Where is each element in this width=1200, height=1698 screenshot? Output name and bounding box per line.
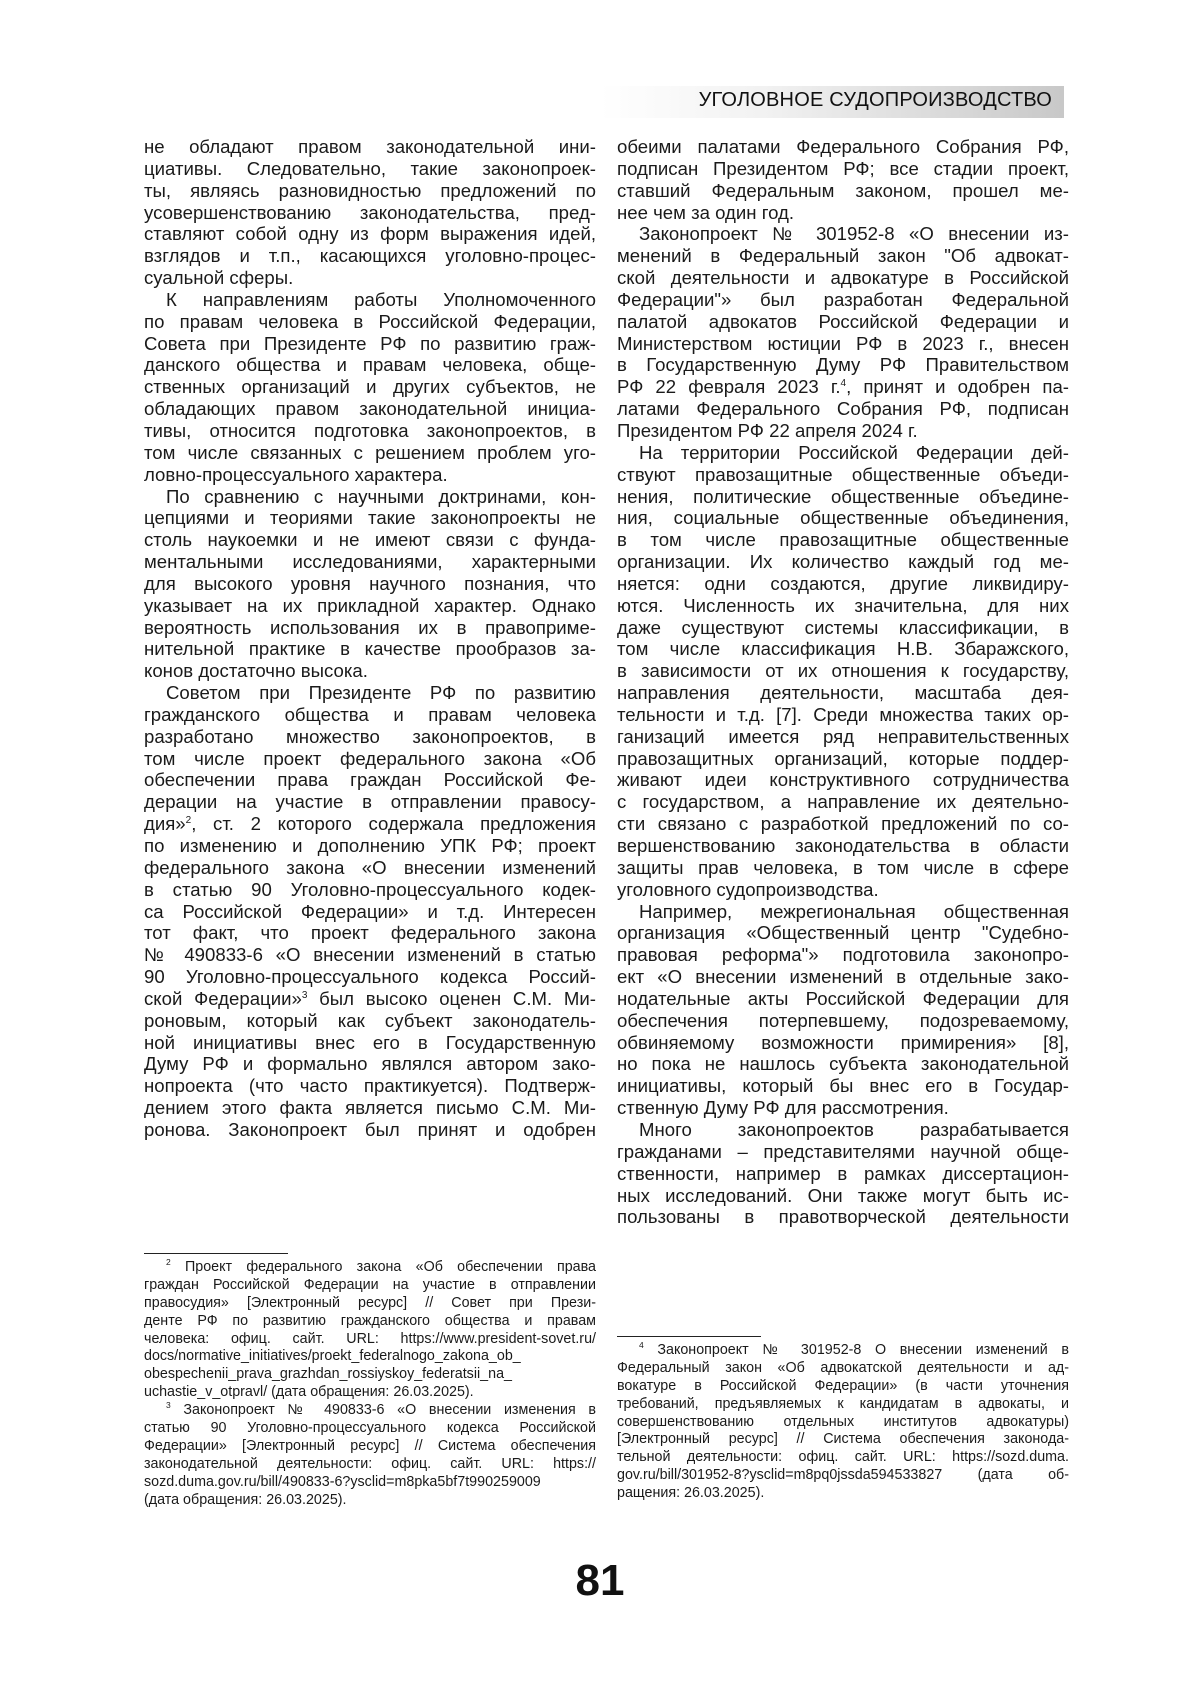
text-line [617, 1010, 1069, 1032]
text-segment: [Электронный ресурс] // Система обеспечения законода- [617, 1431, 1069, 1448]
text-line [617, 180, 1069, 202]
text-segment: обеими палатами Федерального Собрания РФ, [617, 136, 1069, 157]
text-segment: гражданского общества и правам человека [144, 703, 596, 725]
text-segment: в том числе правозащитные общественные [617, 529, 1069, 551]
text-line [144, 180, 596, 202]
text-line [144, 1032, 596, 1054]
text-line [617, 901, 1069, 923]
text-segment: организация «Общественный центр "Судебно- [617, 922, 1069, 944]
text-segment: дением этого факта является письмо С.М. Ми- [144, 1097, 596, 1119]
text-segment: сти связано с разработкой предложений по со- [617, 813, 1069, 835]
text-segment: Федерации"» был разработан Федеральной [617, 288, 1069, 310]
text-line [144, 573, 596, 595]
text-line [617, 442, 1069, 464]
footnote-marker: 3 [301, 989, 308, 1001]
footnotes-left [144, 1259, 596, 1509]
text-segment: ронова. Законопроект был принят и одобрен [144, 1118, 596, 1140]
text-segment: ской деятельности и адвокатуре в Российской [617, 267, 1069, 289]
text-segment: по изменению и дополнению УПК РФ; проект [144, 835, 596, 856]
text-segment: Законопроект № 490833-6 «О внесении изменения в [170, 1402, 596, 1419]
text-segment: законодательной деятельности: офиц. сайт. URL: https:// [144, 1455, 596, 1472]
text-segment: obespechenii_prava_grazhdan_rossiyskoy_federatsii_na_ [144, 1366, 512, 1383]
text-segment: уголовного судопроизводства. [617, 878, 879, 900]
text-segment: ставляют собой одну из форм выражения идей, [144, 223, 596, 245]
text-line [144, 879, 596, 901]
text-segment: ект «О внесении изменений в отдельные зако- [617, 966, 1069, 988]
footnote-marker: 4 [639, 1340, 644, 1351]
text-line [144, 158, 596, 180]
text-segment: Президентом РФ 22 апреля 2024 г. [617, 419, 918, 441]
text-line [617, 529, 1069, 551]
text-segment: организации. Их количество каждый год ме- [617, 551, 1069, 573]
text-segment: дия» [144, 813, 186, 835]
text-segment: docs/normative_initiatives/proekt_federalnogo_zakona_ob_ [144, 1348, 521, 1365]
text-line [617, 857, 1069, 879]
text-segment: (дата обращения: 26.03.2025). [144, 1491, 347, 1508]
text-line [617, 136, 1069, 158]
text-segment: ставший Федеральным законом, прошел ме- [617, 179, 1069, 201]
text-line [144, 1119, 596, 1141]
text-line [617, 202, 1069, 224]
page-number: 81 [575, 1556, 625, 1605]
text-segment: защиты прав человека, в том числе в сфере [617, 856, 1069, 878]
text-segment: uchastie_v_otpravl/ (дата обращения: 26.03.2025). [144, 1384, 474, 1401]
text-line [617, 638, 1069, 660]
text-line [144, 660, 596, 682]
text-segment: ской Федерации» [144, 987, 302, 1009]
left-column [144, 136, 596, 1141]
text-segment: данского общества и правам человека, обще- [144, 354, 596, 376]
text-segment: По сравнению с научными доктринами, кон- [166, 485, 596, 507]
text-segment: обеспечении права граждан Российской Фе- [144, 769, 596, 791]
text-line [144, 988, 596, 1010]
text-line [144, 1259, 596, 1277]
text-line [617, 1163, 1069, 1185]
text-segment: № 490833-6 «О внесении изменений в статью [144, 944, 596, 966]
text-line [617, 1342, 1069, 1360]
text-line [144, 617, 596, 639]
text-line [144, 1438, 596, 1456]
text-segment: вершенствованию законодательства в области [617, 835, 1069, 856]
text-segment: Министерством юстиции РФ в 2023 г., внесен [617, 332, 1069, 354]
text-segment: дерации на участие в отправлении правосу- [144, 791, 596, 813]
text-line [617, 617, 1069, 639]
text-segment: в зависимости от их отношения к государству, [617, 660, 1069, 682]
text-line [144, 1474, 596, 1492]
text-segment: нодательные акты Российской Федерации для [617, 987, 1069, 1009]
text-segment: Законопроект № 301952-8 «О внесении из- [639, 223, 1069, 245]
text-line [617, 333, 1069, 355]
text-line [144, 1420, 596, 1438]
text-segment: ственных организаций и других субъектов, не [144, 376, 596, 398]
text-segment: тельности и т.д. [7]. Среди множества таких ор- [617, 703, 1069, 725]
text-segment: латами Федерального Собрания РФ, подписан [617, 398, 1069, 420]
text-segment: подписан Президентом РФ; все стадии проект, [617, 157, 1069, 179]
text-line [144, 311, 596, 333]
text-line [617, 311, 1069, 333]
text-line [617, 813, 1069, 835]
text-segment: с государством, а направление их деятельно- [617, 791, 1069, 813]
text-segment: граждан Российской Федерации на участие в отправлении [144, 1276, 596, 1293]
text-line [144, 966, 596, 988]
text-segment: цепциями и теориями такие законопроекты не [144, 507, 596, 529]
text-segment: палатой адвокатов Российской Федерации и [617, 310, 1069, 332]
text-segment: разработано множество законопроектов, в [144, 725, 596, 747]
text-line [617, 1075, 1069, 1097]
text-segment: денте РФ по развитию гражданского общества и правам [144, 1312, 596, 1329]
text-line [144, 748, 596, 770]
text-line [617, 1449, 1069, 1467]
text-line [617, 769, 1069, 791]
text-line [617, 507, 1069, 529]
text-segment: , ст. 2 которого содержала предложения [191, 813, 596, 835]
text-segment: том числе проект федерального закона «Об [144, 747, 596, 769]
text-segment: пользованы в правотворческой деятельности [617, 1206, 1069, 1228]
text-line [617, 223, 1069, 245]
text-line [144, 726, 596, 748]
text-segment: был высоко оценен С.М. Ми- [307, 987, 596, 1009]
text-segment: тивы, относится подготовка законопроектов, в [144, 419, 596, 441]
text-line [144, 922, 596, 944]
text-segment: статью 90 Уголовно-процессуального кодекса Российской [144, 1420, 596, 1437]
text-segment: Советом при Президенте РФ по развитию [166, 682, 596, 704]
text-line [144, 420, 596, 442]
text-segment: роновым, который как субъект законодатель- [144, 1009, 596, 1031]
text-line [617, 289, 1069, 311]
text-segment: sozd.duma.gov.ru/bill/490833-6?ysclid=m8pka5bf7t990259009 [144, 1473, 541, 1490]
text-line [617, 748, 1069, 770]
text-segment: в статью 90 Уголовно-процессуального кодек- [144, 878, 596, 900]
text-line [617, 1396, 1069, 1414]
text-segment: не обладают правом законодательной ини- [144, 136, 596, 157]
text-line [617, 595, 1069, 617]
footnote-marker: 2 [166, 1257, 171, 1268]
text-segment: человека: офиц. сайт. URL: https://www.president-sovet.ru/ [144, 1330, 596, 1347]
text-line [617, 660, 1069, 682]
text-line [617, 704, 1069, 726]
text-line [617, 1119, 1069, 1141]
text-line [144, 202, 596, 224]
text-line [144, 223, 596, 245]
text-line [144, 464, 596, 486]
text-segment: обвиняемому возможности примирения» [8], [617, 1031, 1069, 1053]
text-segment: живают идеи конструктивного сотрудничества [617, 769, 1069, 791]
text-line [144, 486, 596, 508]
text-segment: даже существуют системы классификации, в [617, 616, 1069, 638]
text-line [144, 595, 596, 617]
text-line [617, 486, 1069, 508]
text-segment: Проект федерального закона «Об обеспечении права [170, 1259, 596, 1275]
footnote-marker: 2 [185, 814, 192, 826]
text-line [617, 1378, 1069, 1396]
text-segment: менений в Федеральный закон "Об адвокат- [617, 245, 1069, 267]
text-line [144, 944, 596, 966]
text-segment: в Государственную Думу РФ Правительством [617, 354, 1069, 376]
text-line [617, 267, 1069, 289]
footnote-divider-left [144, 1253, 288, 1254]
text-segment: ментальными исследованиями, характерными [144, 551, 596, 573]
text-line [144, 1010, 596, 1032]
text-segment: РФ 22 февраля 2023 г. [617, 376, 841, 398]
text-line [617, 988, 1069, 1010]
text-segment: федерального закона «О внесении изменений [144, 856, 596, 878]
text-line [617, 966, 1069, 988]
section-header [600, 86, 1064, 118]
text-line [144, 1402, 596, 1420]
text-line [617, 1053, 1069, 1075]
text-line [144, 901, 596, 923]
text-segment: вероятность использования их в правоприме- [144, 616, 596, 638]
text-segment: взглядов и т.п., касающихся уголовно-процес- [144, 245, 596, 267]
text-line [144, 813, 596, 835]
text-segment: Думу РФ и формально являлся автором зако- [144, 1053, 596, 1075]
text-line [617, 1141, 1069, 1163]
text-line [617, 1467, 1069, 1485]
text-line [144, 442, 596, 464]
text-line [144, 398, 596, 420]
text-segment: усовершенствованию законодательства, пред- [144, 201, 596, 223]
text-line [144, 551, 596, 573]
text-line [144, 136, 596, 158]
text-segment: няется: одни создаются, другие ликвидиру- [617, 572, 1069, 594]
footnotes-right [617, 1342, 1069, 1503]
text-line [617, 464, 1069, 486]
text-segment: Федеральный закон «Об адвокатской деятельности и ад- [617, 1359, 1069, 1376]
text-segment: ются. Численность их значительна, для них [617, 594, 1069, 616]
text-segment: для высокого уровня научного познания, что [144, 572, 596, 594]
text-line [144, 1075, 596, 1097]
text-segment: ственности, например в рамках диссертацион- [617, 1162, 1069, 1184]
text-segment: ния, социальные общественные объединения, [617, 507, 1069, 529]
text-line [144, 1295, 596, 1313]
text-line [617, 1185, 1069, 1207]
text-segment: На территории Российской Федерации дей- [639, 441, 1069, 463]
text-segment: правозащитных организаций, которые поддер- [617, 747, 1069, 769]
text-line [144, 769, 596, 791]
text-segment: том числе связанных с решением проблем уго- [144, 441, 596, 463]
text-line [617, 1032, 1069, 1054]
text-line [617, 1206, 1069, 1228]
text-line [617, 922, 1069, 944]
text-line [617, 551, 1069, 573]
text-line [144, 507, 596, 529]
text-segment: суальной сферы. [144, 267, 294, 289]
text-line [617, 573, 1069, 595]
text-segment: ственную Думу РФ для рассмотрения. [617, 1097, 949, 1119]
text-line [617, 944, 1069, 966]
text-segment: обеспечения потерпевшему, подозреваемому, [617, 1009, 1069, 1031]
text-segment: тот факт, что проект федерального закона [144, 922, 596, 944]
text-segment: тельной деятельности: офиц. сайт. URL: https://sozd.duma. [617, 1449, 1069, 1466]
text-line [617, 1485, 1069, 1503]
text-line [617, 879, 1069, 901]
text-line [617, 376, 1069, 398]
text-line [144, 791, 596, 813]
text-segment: ствуют правозащитные общественные объеди- [617, 463, 1069, 485]
text-segment: ращения: 26.03.2025). [617, 1485, 765, 1502]
text-line [144, 289, 596, 311]
text-segment: указывает на их прикладной характер. Однако [144, 594, 596, 616]
text-segment: Законопроект № 301952-8 О внесении изменений в [643, 1342, 1069, 1358]
text-line [617, 791, 1069, 813]
text-line [144, 1456, 596, 1474]
text-line [617, 398, 1069, 420]
text-segment: циативы. Следовательно, такие законопроек- [144, 157, 596, 179]
text-line [144, 1331, 596, 1349]
text-line [144, 638, 596, 660]
text-segment: вокатуре в Российской Федерации» (в части уточнения [617, 1377, 1069, 1394]
text-segment: столь наукоемки и не имеют связи с фунда- [144, 529, 596, 551]
text-line [144, 1097, 596, 1119]
text-segment: обладающих правом законодательной инициа- [144, 398, 596, 420]
text-line [617, 245, 1069, 267]
text-segment: ловно-процессуального характера. [144, 463, 448, 485]
text-segment: том числе классификация Н.В. Збаражского, [617, 638, 1069, 660]
text-line [144, 835, 596, 857]
text-line [617, 158, 1069, 180]
text-line [144, 1313, 596, 1331]
text-segment: Федерации» [Электронный ресурс] // Система обеспечения [144, 1437, 596, 1454]
text-segment: ной инициативы внес его в Государственную [144, 1031, 596, 1053]
text-segment: Совета при Президенте РФ по развитию граж- [144, 332, 596, 354]
text-line [617, 682, 1069, 704]
text-segment: Например, межрегиональная общественная [639, 900, 1069, 922]
text-line [144, 354, 596, 376]
text-segment: ты, являясь разновидностью предложений по [144, 179, 596, 201]
text-line [617, 354, 1069, 376]
text-segment: инициативы, который бы внес его в Государ- [617, 1075, 1069, 1097]
right-column [617, 136, 1069, 1228]
text-line [144, 245, 596, 267]
text-segment: но пока не нашлось субъекта законодательной [617, 1053, 1069, 1075]
text-line [144, 1366, 596, 1384]
text-line [617, 1414, 1069, 1432]
text-segment: нопроекта (что часто практикуется). Подтверж- [144, 1075, 596, 1097]
text-segment: правосудия» [Электронный ресурс] // Совет при Прези- [144, 1294, 596, 1311]
text-line [617, 1097, 1069, 1119]
text-segment: направления деятельности, масштаба дея- [617, 682, 1069, 704]
text-segment: по правам человека в Российской Федерации, [144, 310, 596, 332]
text-segment: нительной практике в качестве прообразов за- [144, 638, 596, 660]
text-line [617, 420, 1069, 442]
text-segment: Много законопроектов разрабатывается [639, 1118, 1069, 1140]
text-line [144, 333, 596, 355]
text-line [144, 857, 596, 879]
text-line [144, 682, 596, 704]
text-segment: 90 Уголовно-процессуального кодекса Россий- [144, 966, 596, 988]
text-segment: нее чем за один год. [617, 201, 795, 223]
text-line [144, 704, 596, 726]
text-line [144, 1348, 596, 1366]
text-line [144, 267, 596, 289]
footnote-divider-right [617, 1336, 761, 1337]
text-segment: gov.ru/bill/301952-8?ysclid=m8pq0jssda594533827 (дата об- [617, 1467, 1069, 1484]
section-title: УГОЛОВНОЕ СУДОПРОИЗВОДСТВО [698, 89, 1052, 111]
text-line [144, 529, 596, 551]
text-line [144, 1492, 596, 1510]
text-line [144, 1277, 596, 1295]
text-segment: совершенствованию отдельных институтов адвокатуры) [617, 1413, 1069, 1430]
text-line [617, 1360, 1069, 1378]
text-segment: требований, предъявляемых к кандидатам в адвокаты, и [617, 1395, 1069, 1412]
text-line [144, 376, 596, 398]
text-segment: са Российской Федерации» и т.д. Интересен [144, 900, 596, 922]
text-segment: К направлениям работы Уполномоченного [166, 288, 596, 310]
text-line [617, 835, 1069, 857]
text-segment: конов достаточно высока. [144, 660, 368, 682]
text-line [617, 1431, 1069, 1449]
footnote-marker: 4 [840, 378, 847, 390]
text-line [144, 1053, 596, 1075]
text-segment: ганизаций имеется ряд неправительственных [617, 725, 1069, 747]
text-segment: правовая реформа"» подготовила законопро- [617, 944, 1069, 966]
text-segment: гражданами – представителями научной обще- [617, 1140, 1069, 1162]
text-segment: ных исследований. Они также могут быть ис- [617, 1184, 1069, 1206]
footnote-marker: 3 [166, 1400, 171, 1411]
text-line [617, 726, 1069, 748]
text-segment: , принят и одобрен па- [846, 376, 1069, 398]
text-segment: нения, политические общественные объедине- [617, 485, 1069, 507]
text-line [144, 1384, 596, 1402]
